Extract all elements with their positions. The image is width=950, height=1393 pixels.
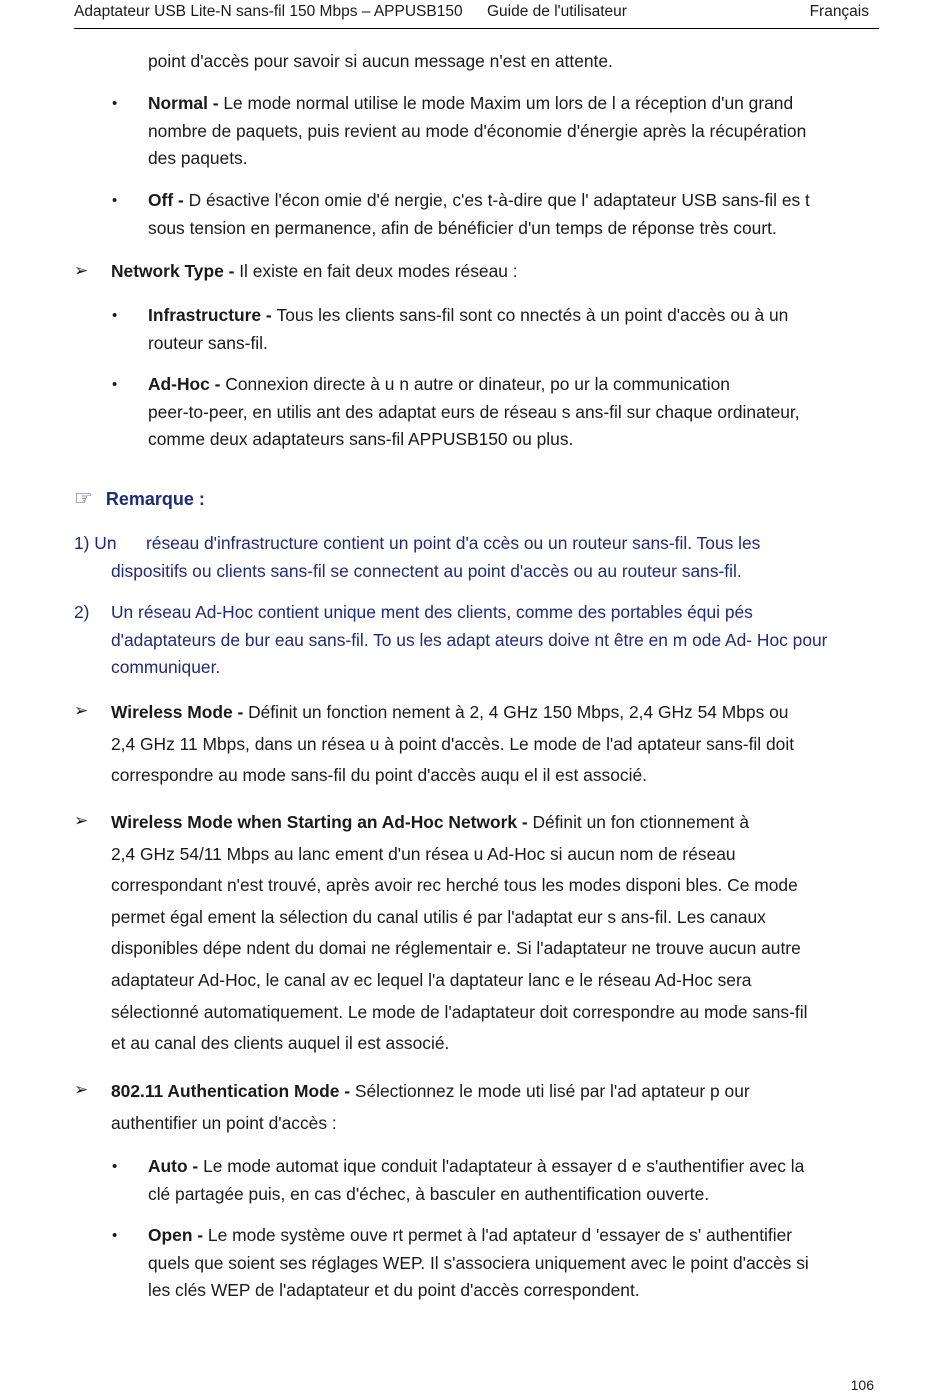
item-normal: Normal - Le mode normal utilise le mode Maxim um lors de l a réception d'un grand nombre de paquets, puis revient au mode d'économie d'énergie après la récupération des paquets. <box>148 93 807 168</box>
page-number: 106 <box>850 1377 874 1393</box>
term-adhoc: Ad-Hoc - <box>148 374 226 394</box>
header-title: Adaptateur USB Lite-N sans-fil 150 Mbps – APPUSB150 <box>74 3 463 20</box>
bullet-icon: • <box>112 1158 118 1175</box>
note-heading <box>74 486 205 511</box>
arrow-bullet-icon: ➢ <box>74 1080 89 1099</box>
header-language: Français <box>809 3 869 20</box>
bullet-icon: • <box>112 192 118 209</box>
item-infrastructure: Infrastructure - Tous les clients sans-fil sont co nnectés à un point d'accès ou à un routeur sans-fil. <box>148 305 789 353</box>
bullet-icon: • <box>112 307 118 324</box>
bullet-icon: • <box>112 376 118 393</box>
arrow-bullet-icon: ➢ <box>74 261 89 280</box>
continued-paragraph: point d'accès pour savoir si aucun message n'est en attente. <box>148 51 613 71</box>
term-network-type: Network Type - <box>111 261 240 281</box>
item-adhoc: Ad-Hoc - Connexion directe à u n autre or dinateur, po ur la communication peer-to-peer, en utilis ant des adaptat eurs de réseau s ans-fil sur chaque ordinateur, comme deux adaptateurs sans-fil APPUSB150 ou plus. <box>148 374 800 449</box>
term-wireless-mode: Wireless Mode - <box>111 702 249 722</box>
item-wireless-mode: Wireless Mode - Définit un fonction nement à 2, 4 GHz 150 Mbps, 2,4 GHz 54 Mbps ou 2,4 GHz 11 Mbps, dans un résea u à point d'accès. Le mode de l'ad aptateur sans-fil doit correspondre au mode sans-fil du point d'accès auqu el il est associé. <box>111 702 795 786</box>
term-auth-mode: 802.11 Authentication Mode - <box>111 1081 355 1101</box>
bullet-icon: • <box>112 1227 118 1244</box>
item-wireless-mode-adhoc: Wireless Mode when Starting an Ad-Hoc Network - Définit un fon ctionnement à 2,4 GHz 54/11 Mbps au lanc ement d'un résea u Ad-Hoc si aucun nom de réseau correspondant n'est trouvé, après avoir rec herché tous les modes disponi bles. Ce mode permet égal ement la sélection du canal utilis é par l'adaptat eur s ans-fil. Les canaux disponibles dépe ndent du domai ne réglementair e. Si l'adaptateur ne trouve aucun autre adaptateur Ad-Hoc, le canal av ec lequel l'a daptateur lanc e le réseau Ad-Hoc sera sélectionné automatiquement. Le mode de l'adaptateur doit correspondre au mode sans-fil et au canal des clients auquel il est associé. <box>111 812 808 1054</box>
item-open: Open - Le mode système ouve rt permet à l'ad aptateur d 'essayer de s' authentifier quels que soient ses réglages WEP. Il s'associera uniquement avec le point d'accès si les clés WEP de l'adaptateur et du point d'accès correspondent. <box>148 1225 809 1300</box>
note-label: Remarque : <box>105 489 205 509</box>
header-guide: Guide de l'utilisateur <box>487 3 627 20</box>
note-item-2-number: 2) <box>74 602 90 622</box>
term-auto: Auto - <box>148 1156 204 1176</box>
term-open: Open - <box>148 1225 208 1245</box>
note-item-1-number: 1) Un <box>74 533 117 553</box>
arrow-bullet-icon: ➢ <box>74 811 89 830</box>
item-network-type: Network Type - Il existe en fait deux modes réseau : <box>111 261 518 281</box>
bullet-icon: • <box>112 95 118 112</box>
page-header <box>74 0 879 29</box>
note-item-1-line-2: dispositifs ou clients sans-fil se connectent au point d'accès ou au routeur sans-fil. <box>111 561 742 581</box>
term-off: Off - <box>148 190 189 210</box>
pointing-hand-icon: ☞ <box>74 487 93 510</box>
note-item-1-line-1: réseau d'infrastructure contient un point d'a ccès ou un routeur sans-fil. Tous les <box>146 533 761 553</box>
arrow-bullet-icon: ➢ <box>74 701 89 720</box>
term-infrastructure: Infrastructure - <box>148 305 277 325</box>
term-normal: Normal - <box>148 93 224 113</box>
item-auth-mode: 802.11 Authentication Mode - Sélectionnez le mode uti lisé par l'ad aptateur p our authentifier un point d'accès : <box>111 1081 750 1133</box>
item-off: Off - D ésactive l'écon omie d'é nergie, c'es t-à-dire que l' adaptateur USB sans-fil es t sous tension en permanence, afin de bénéficier d'un temps de réponse très court. <box>148 190 810 238</box>
term-wireless-mode-adhoc: Wireless Mode when Starting an Ad-Hoc Network - <box>111 812 533 832</box>
item-auto: Auto - Le mode automat ique conduit l'adaptateur à essayer d e s'authentifier avec la clé partagée puis, en cas d'échec, à basculer en authentification ouverte. <box>148 1156 805 1204</box>
note-item-2: Un réseau Ad-Hoc contient unique ment des clients, comme des portables équi pés d'adaptateurs de bur eau sans-fil. To us les adapt ateurs doive nt être en m ode Ad- Hoc pour communiquer. <box>111 602 828 677</box>
